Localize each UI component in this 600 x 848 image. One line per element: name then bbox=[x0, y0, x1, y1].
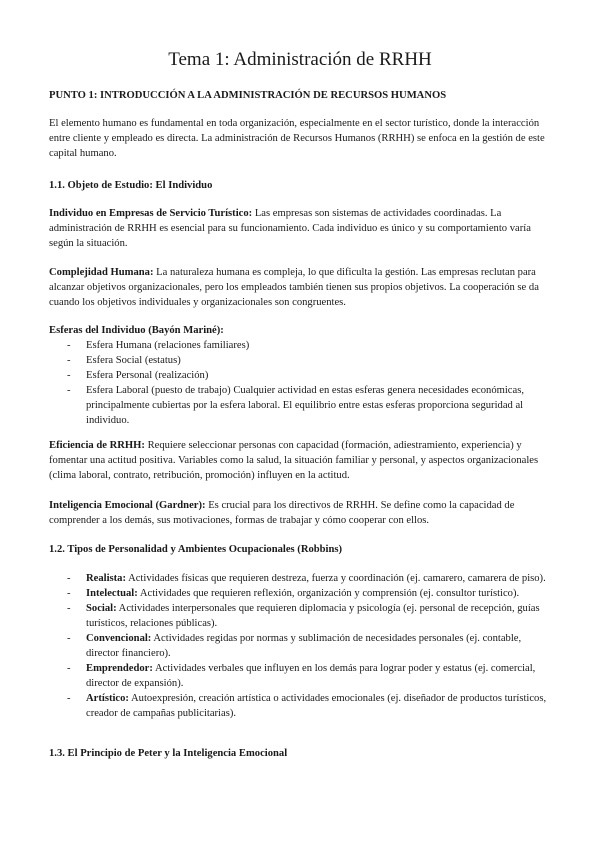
document-title: Tema 1: Administración de RRHH bbox=[168, 49, 432, 70]
list-item: - Esfera Social (estatus) bbox=[49, 353, 552, 368]
list-item bbox=[49, 586, 552, 601]
list-item bbox=[49, 691, 552, 721]
list-item bbox=[49, 661, 552, 691]
section-1-3-heading: 1.3. El Principio de Peter y la Inteligencia Emocional bbox=[49, 748, 288, 759]
complejidad-paragraph bbox=[49, 265, 552, 310]
tipo-label: Realista: bbox=[86, 573, 127, 584]
list-item: - Esfera Laboral (puesto de trabajo) Cualquier actividad en estas esferas genera necesidades económicas, principalmente cubiertas por la esfera laboral. El equilibrio entre estas esferas proporciona seguridad al individuo. bbox=[49, 383, 552, 428]
tipos-list bbox=[49, 571, 552, 721]
intro-paragraph: El elemento humano es fundamental en toda organización, especialmente en el sector turístico, donde la interacción entre cliente y empleado es directa. La administración de Recursos Humanos (RRHH) se enfoca en la gestión de este capital humano. bbox=[49, 118, 545, 159]
inteligencia-paragraph bbox=[49, 498, 552, 528]
individuo-paragraph bbox=[49, 206, 552, 251]
tipo-label: Convencional: bbox=[86, 633, 152, 644]
inteligencia-text: Es crucial para los directivos de RRHH. Se define como la capacidad de comprender a los demás, sus motivaciones, formas de trabajar y cómo cooperar con ellos. bbox=[49, 500, 515, 526]
tipo-label: Social: bbox=[86, 603, 117, 614]
list-item bbox=[49, 571, 552, 586]
tipo-label: Artístico: bbox=[86, 693, 129, 704]
tipo-label: Emprendedor: bbox=[86, 663, 153, 674]
list-item bbox=[49, 631, 552, 661]
esferas-block bbox=[49, 323, 552, 428]
tipo-label: Intelectual: bbox=[86, 588, 138, 599]
eficiencia-text: Requiere seleccionar personas con capacidad (formación, adiestramiento, experiencia) y fomentar una actitud positiva. Variables como la salud, la situación familiar y personal, y aspectos organizacionales (clima laboral, contrato, retribución, promoción) influyen en la actitud. bbox=[49, 440, 539, 481]
section-1-2-heading: 1.2. Tipos de Personalidad y Ambientes Ocupacionales (Robbins) bbox=[49, 544, 343, 555]
individuo-label: Individuo en Empresas de Servicio Turístico: bbox=[49, 208, 253, 219]
list-item bbox=[49, 601, 552, 631]
list-item: - Esfera Humana (relaciones familiares) bbox=[49, 338, 552, 353]
tipo-text: Actividades que requieren reflexión, organización y comprensión (ej. consultor turístico). bbox=[137, 588, 520, 599]
tipo-text: Actividades verbales que influyen en los demás para lograr poder y estatus (ej. comercial, director de expansión). bbox=[86, 663, 536, 689]
esferas-heading: Esferas del Individuo (Bayón Mariné): bbox=[49, 325, 224, 336]
tipo-text: Actividades interpersonales que requieren diplomacia y psicología (ej. personal de recepción, guías turísticos, relaciones públicas). bbox=[86, 603, 540, 629]
tipo-text: Actividades físicas que requieren destreza, fuerza y coordinación (ej. camarero, camarera de piso). bbox=[126, 573, 546, 584]
list-item: - Esfera Personal (realización) bbox=[49, 368, 552, 383]
section-1-1-heading: 1.1. Objeto de Estudio: El Individuo bbox=[49, 180, 213, 191]
eficiencia-paragraph bbox=[49, 438, 552, 483]
tipo-text: Actividades regidas por normas y sublimación de necesidades personales (ej. contable, director financiero). bbox=[86, 633, 522, 659]
tipo-text: Autoexpresión, creación artística o actividades emocionales (ej. diseñador de productos turísticos, creador de campañas publicitarias). bbox=[86, 693, 547, 719]
eficiencia-label: Eficiencia de RRHH: bbox=[49, 440, 145, 451]
esferas-list bbox=[49, 338, 552, 428]
punto1-heading: PUNTO 1: INTRODUCCIÓN A LA ADMINISTRACIÓN DE RECURSOS HUMANOS bbox=[49, 90, 447, 101]
inteligencia-label: Inteligencia Emocional (Gardner): bbox=[49, 500, 206, 511]
individuo-text: Las empresas son sistemas de actividades coordinadas. La administración de RRHH es esencial para su funcionamiento. Cada individuo es único y su comportamiento varía según la situación. bbox=[49, 208, 531, 249]
complejidad-label: Complejidad Humana: bbox=[49, 267, 154, 278]
complejidad-text: La naturaleza humana es compleja, lo que dificulta la gestión. Las empresas reclutan para alcanzar objetivos organizacionales, pero los empleados también tienen sus propios objetivos. La cooperación se da cuando los objetivos individuales y organizacionales son congruentes. bbox=[49, 267, 539, 308]
